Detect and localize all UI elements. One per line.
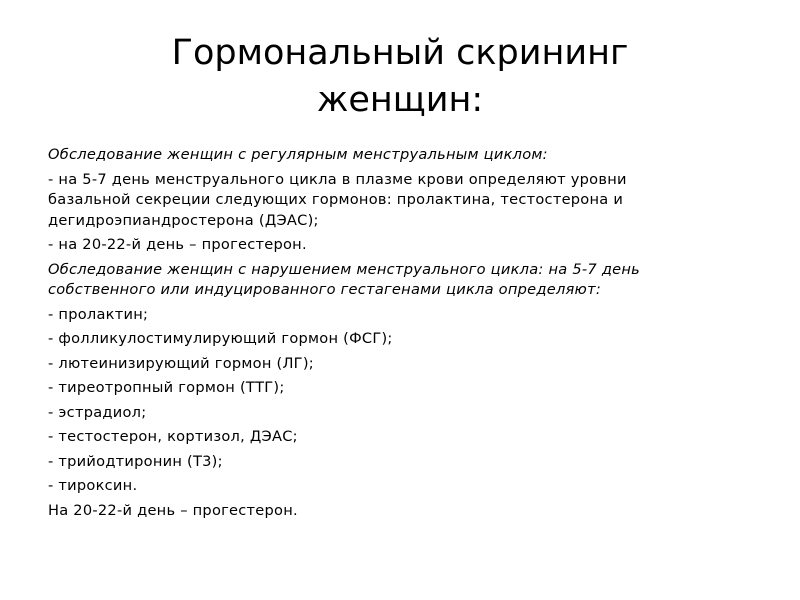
body-line: - на 5-7 день менструального цикла в плазме крови определяют уровни xyxy=(48,170,627,188)
list-item: - эстрадиол; xyxy=(48,403,147,421)
closing-line: На 20-22-й день – прогестерон. xyxy=(48,501,298,519)
body-line: дегидроэпиандростерона (ДЭАС); xyxy=(48,211,319,229)
section-heading-irregular-cycle: Обследование женщин с нарушением менструального цикла: на 5-7 день xyxy=(48,260,641,278)
slide-title xyxy=(0,30,800,124)
list-item: - тироксин. xyxy=(48,477,138,494)
section-heading-regular-cycle: Обследование женщин с регулярным менструальным циклом: xyxy=(48,146,548,163)
list-item: - лютеинизирующий гормон (ЛГ); xyxy=(48,354,314,372)
section-heading-irregular-cycle-cont: собственного или индуцированного гестагенами цикла определяют: xyxy=(48,281,602,298)
body-line: базальной секреции следующих гормонов: пролактина, тестостерона и xyxy=(48,191,624,208)
list-item: - тиреотропный гормон (ТТГ); xyxy=(48,379,285,396)
list-item: - пролактин; xyxy=(48,305,149,323)
slide-body xyxy=(48,145,760,521)
list-item: - трийодтиронин (Т3); xyxy=(48,452,223,470)
body-line: - на 20-22-й день – прогестерон. xyxy=(48,236,307,253)
slide-title-line-1: Гормональный скрининг xyxy=(171,33,629,73)
slide-title-line-2: женщин: xyxy=(316,80,484,120)
list-item: - фолликулостимулирующий гормон (ФСГ); xyxy=(48,330,393,347)
list-item: - тестостерон, кортизол, ДЭАС; xyxy=(48,428,298,445)
